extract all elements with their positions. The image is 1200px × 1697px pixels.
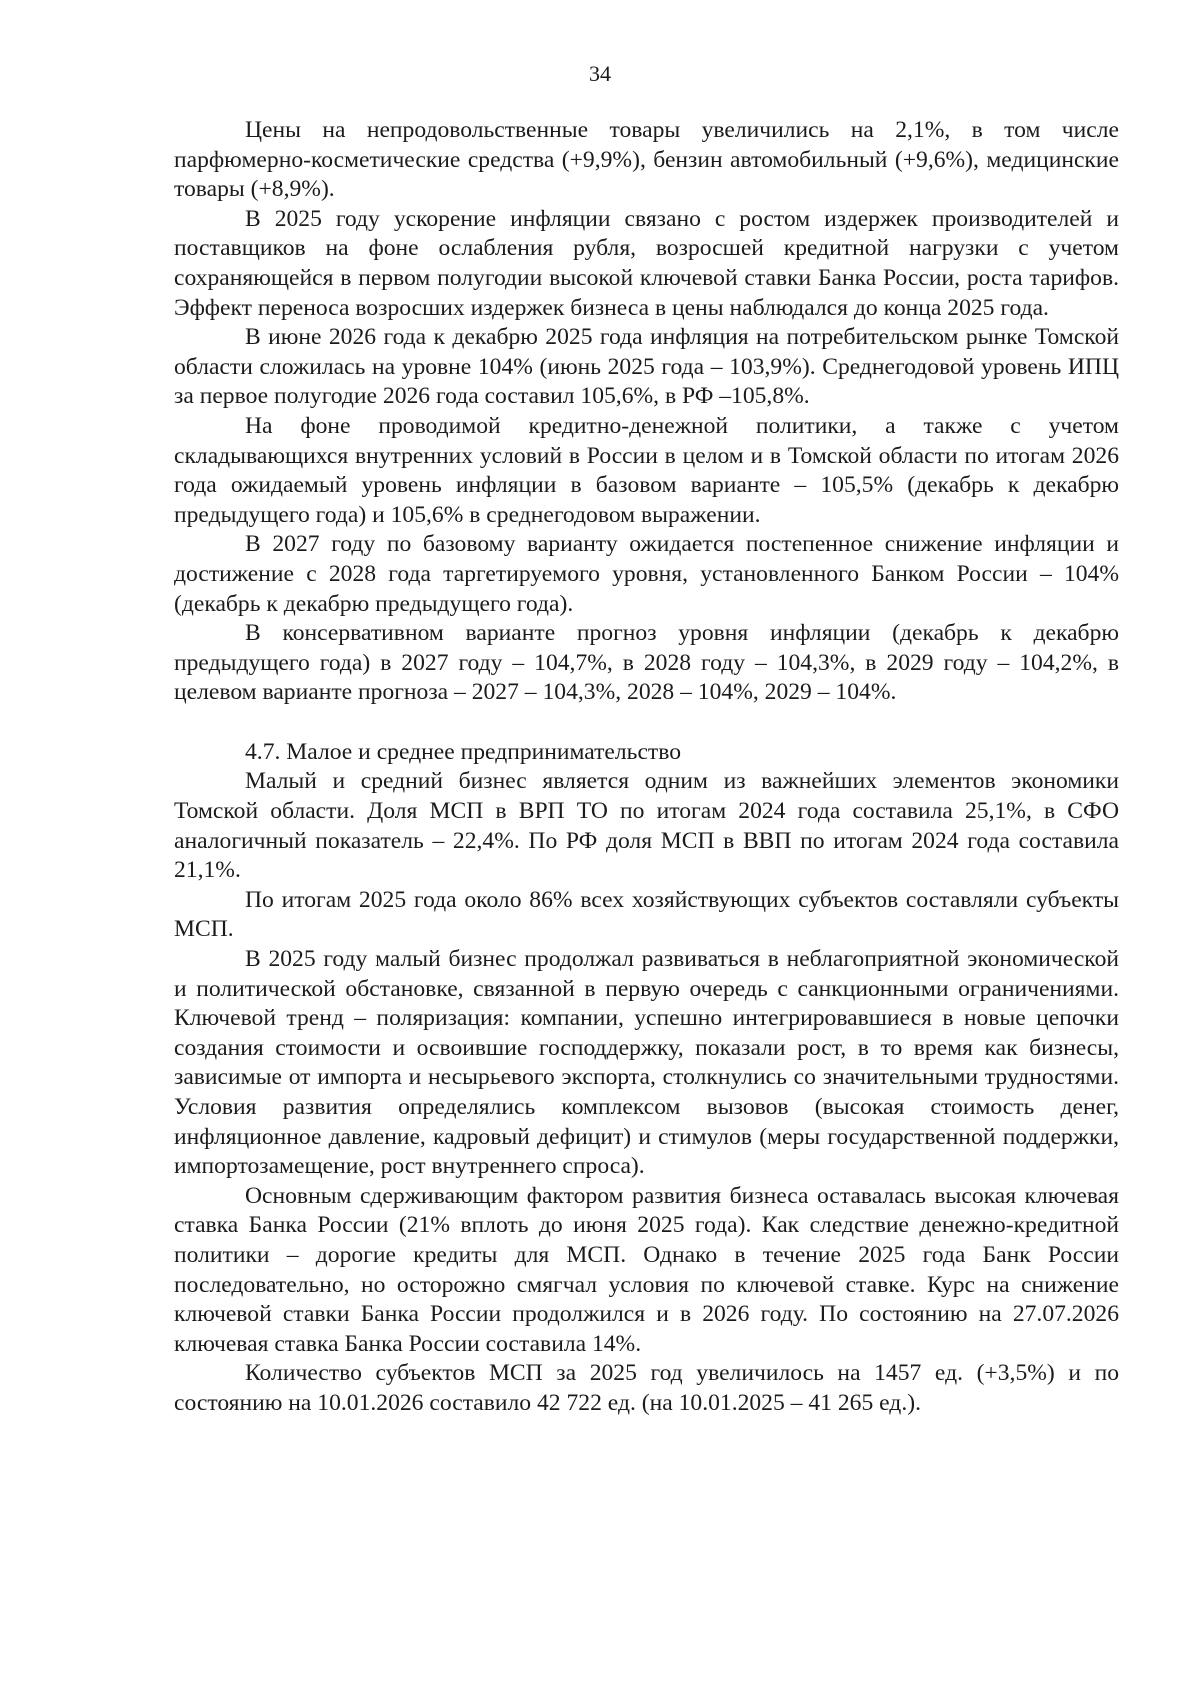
paragraph-sme-share: Малый и средний бизнес является одним из важнейших элементов экономики Томской области. Доля МСП в ВРП ТО по итогам 2024 года составила 25,1%, в СФО аналогичный показатель – 22,4%. По РФ доля МСП в ВВП по итогам 2024 года составила 21,1%. xyxy=(174,768,1119,884)
paragraph-june-inflation: В июне 2026 года к декабрю 2025 года инфляция на потребительском рынке Томской области сложилась на уровне 104% (июнь 2025 года – 103,9%). Среднегодовой уровень ИПЦ за первое полугодие 2026 года составил 105,6%, в РФ –105,8%. xyxy=(174,324,1119,410)
paragraph-nonfood-prices: Цены на непродовольственные товары увеличились на 2,1%, в том числе парфюмерно-косметические средства (+9,9%), бензин автомобильный (+9,6%), медицинские товары (+8,9%). xyxy=(174,117,1119,203)
paragraph-sme-conditions: В 2025 году малый бизнес продолжал развиваться в неблагоприятной экономической и политической обстановке, связанной в первую очередь с санкционными ограничениями. Ключевой тренд – поляризация: компании, успешно интегрировавшиеся в новые цепочки создания стоимости и освоившие господдержку, показали рост, в то время как бизнесы, зависимые от импорта и несырьевого экспорта, столкнулись со значительными трудностями. Условия развития определялись комплексом вызовов (высокая стоимость денег, инфляционное давление, кадровый дефицит) и стимулов (меры государственной поддержки, импортозамещение, рост внутреннего спроса). xyxy=(174,946,1119,1180)
body-text xyxy=(174,116,1119,1419)
paragraph-2027-base-forecast: В 2027 году по базовому варианту ожидается постепенное снижение инфляции и достижение с 2028 года таргетируемого уровня, установленного Банком России – 104% (декабрь к декабрю предыдущего года). xyxy=(174,531,1119,617)
section-heading: 4.7. Малое и среднее предпринимательство xyxy=(245,738,682,765)
paragraph-conservative-forecast: В консервативном варианте прогноз уровня инфляции (декабрь к декабрю предыдущего года) в 2027 году – 104,7%, в 2028 году – 104,3%, в 2029 году – 104,2%, в целевом варианте прогноза – 2027 – 104,3%, 2028 – 104%, 2029 – 104%. xyxy=(174,620,1119,706)
paragraph-sme-number: Количество субъектов МСП за 2025 год увеличилось на 1457 ед. (+3,5%) и по состоянию на 10.01.2026 составило 42 722 ед. (на 10.01.2025 – 41 265 ед.). xyxy=(174,1360,1119,1416)
paragraph-expected-inflation: На фоне проводимой кредитно-денежной политики, а также с учетом складывающихся внутренних условий в России в целом и в Томской области по итогам 2026 года ожидаемый уровень инфляции в базовом варианте – 105,5% (декабрь к декабрю предыдущего года) и 105,6% в среднегодовом выражении. xyxy=(174,412,1119,528)
page-number: 34 xyxy=(589,61,611,86)
paragraph-sme-count-share: По итогам 2025 года около 86% всех хозяйствующих субъектов составляли субъекты МСП. xyxy=(174,886,1119,943)
paragraph-key-rate: Основным сдерживающим фактором развития бизнеса оставалась высокая ключевая ставка Банка России (21% вплоть до июня 2025 года). Как следствие денежно-кредитной политики – дорогие кредиты для МСП. Однако в течение 2025 года Банк России последовательно, но осторожно смягчал условия по ключевой ставке. Курс на снижение ключевой ставки Банка России продолжился и в 2026 году. По состоянию на 27.07.2026 ключевая ставка Банка России составила 14%. xyxy=(174,1182,1119,1357)
paragraph-inflation-acceleration: В 2025 году ускорение инфляции связано с ростом издержек производителей и поставщиков на фоне ослабления рубля, возросшей кредитной нагрузки с учетом сохраняющейся в первом полугодии высокой ключевой ставки Банка России, роста тарифов. Эффект переноса возросших издержек бизнеса в цены наблюдался до конца 2025 года. xyxy=(174,205,1119,321)
